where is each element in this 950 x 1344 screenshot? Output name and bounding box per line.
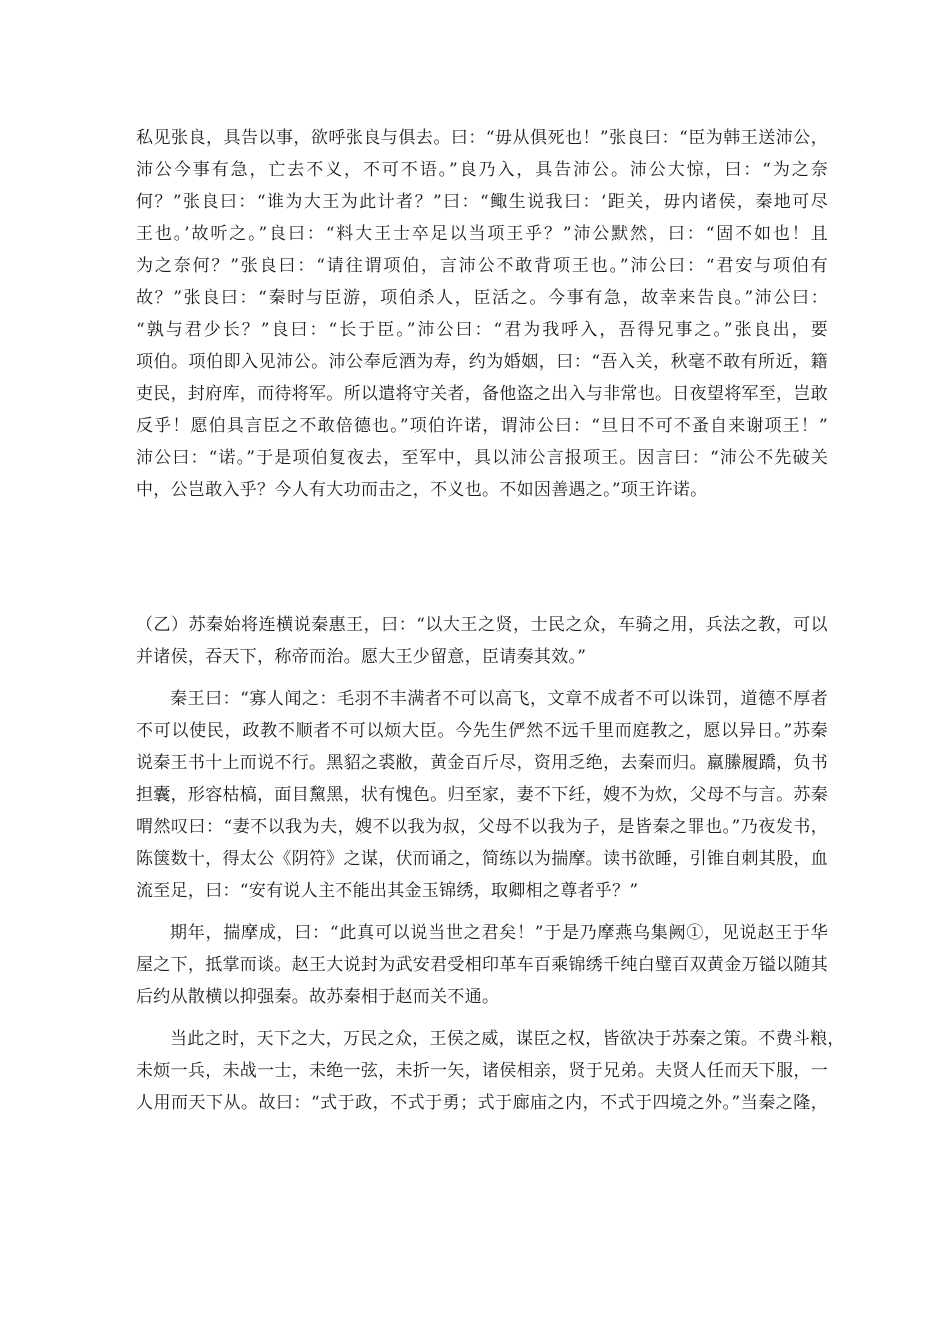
text-line: （乙）苏秦始将连横说秦惠王，曰：“以大王之贤，士民之众，车骑之用，兵法之教，可以	[136, 615, 828, 635]
text-line: 并诸侯，吞天下，称帝而治。愿大王少留意，臣请奏其效。”	[136, 647, 587, 667]
text-line: 秦王曰：“寡人闻之：毛羽不丰满者不可以高飞，文章不成者不可以诛罚，道德不厚者	[170, 689, 828, 709]
text-line: 流至足，曰：“安有说人主不能出其金玉锦绣，取卿相之尊者乎？”	[136, 881, 639, 901]
text-line: 担囊，形容枯槁，面目黧黑，状有愧色。归至家，妻不下纴，嫂不为炊，父母不与言。苏秦	[136, 785, 828, 805]
text-line: 沛公今事有急，亡去不义，不可不语。”良乃入，具告沛公。沛公大惊，曰：“为之奈	[136, 160, 828, 180]
paragraph-qin-king	[136, 683, 828, 907]
text-line: 不可以使民，政教不顺者不可以烦大臣。今先生俨然不远千里而庭教之，愿以异日。”苏秦	[136, 721, 828, 741]
paragraph-yi-intro	[136, 609, 828, 673]
text-line: 吏民，封府库，而待将军。所以遣将守关者，备他盗之出入与非常也。日夜望将军至，岂敢	[136, 384, 828, 404]
text-line: 为之奈何？”张良曰：“请往谓项伯，言沛公不敢背项王也。”沛公曰：“君安与项伯有	[136, 256, 828, 276]
text-line: 沛公曰：“诺。”于是项伯复夜去，至军中，具以沛公言报项王。因言曰：“沛公不先破关	[136, 448, 828, 468]
text-line: 何？”张良曰：“谁为大王为此计者？”曰：“鲰生说我曰：‘距关，毋内诸侯，秦地可尽	[136, 192, 828, 212]
paragraph-at-this-time	[136, 1023, 845, 1119]
text-line: 私见张良，具告以事，欲呼张良与俱去。曰：“毋从俱死也！”张良曰：“臣为韩王送沛公，	[136, 128, 828, 148]
text-line: 项伯。项伯即入见沛公。沛公奉卮酒为寿，约为婚姻，曰：“吾入关，秋毫不敢有所近，籍	[136, 352, 828, 372]
text-line: 人用而天下从。故曰：“式于政，不式于勇；式于廊庙之内，不式于四境之外。”当秦之隆，	[136, 1093, 828, 1113]
text-line: 屋之下，抵掌而谈。赵王大说封为武安君受相印革车百乘锦绣千纯白璧百双黄金万镒以随其	[136, 955, 828, 975]
paragraph-zhao-king	[136, 917, 828, 1013]
text-line: 未烦一兵，未战一士，未绝一弦，未折一矢，诸侯相亲，贤于兄弟。夫贤人任而天下服，一	[136, 1061, 828, 1081]
text-line: 当此之时，天下之大，万民之众，王侯之威，谋臣之权，皆欲决于苏秦之策。不费斗粮，	[170, 1029, 845, 1049]
text-line: “孰与君少长？”良曰：“长于臣。”沛公曰：“君为我呼入，吾得兄事之。”张良出，要	[136, 320, 828, 340]
text-line: 后约从散横以抑强秦。故苏秦相于赵而关不通。	[136, 987, 500, 1007]
text-line: 期年，揣摩成，曰：“此真可以说当世之君矣！”于是乃摩燕乌集阙①，见说赵王于华	[170, 923, 828, 943]
text-line: 喟然叹曰：“妻不以我为夫，嫂不以我为叔，父母不以我为子，是皆秦之罪也。”乃夜发书，	[136, 817, 828, 837]
text-line: 中，公岂敢入乎？今人有大功而击之，不义也。不如因善遇之。”项王许诺。	[136, 480, 708, 500]
text-line: 故？”张良曰：“秦时与臣游，项伯杀人，臣活之。今事有急，故幸来告良。”沛公曰：	[136, 288, 828, 308]
text-line: 反乎！愿伯具言臣之不敢倍德也。”项伯许诺，谓沛公曰：“旦日不可不蚤自来谢项王！”	[136, 416, 828, 436]
text-line: 说秦王书十上而说不行。黑貂之裘敝，黄金百斤尽，资用乏绝，去秦而归。羸縢履蹻，负书	[136, 753, 828, 773]
passage-yi	[136, 609, 845, 1119]
text-line: 王也。’故听之。”良曰：“料大王士卒足以当项王乎？”沛公默然，曰：“固不如也！且	[136, 224, 828, 244]
text-line: 陈箧数十，得太公《阴符》之谋，伏而诵之，简练以为揣摩。读书欲睡，引锥自刺其股，血	[136, 849, 828, 869]
passage-jia	[136, 122, 828, 506]
